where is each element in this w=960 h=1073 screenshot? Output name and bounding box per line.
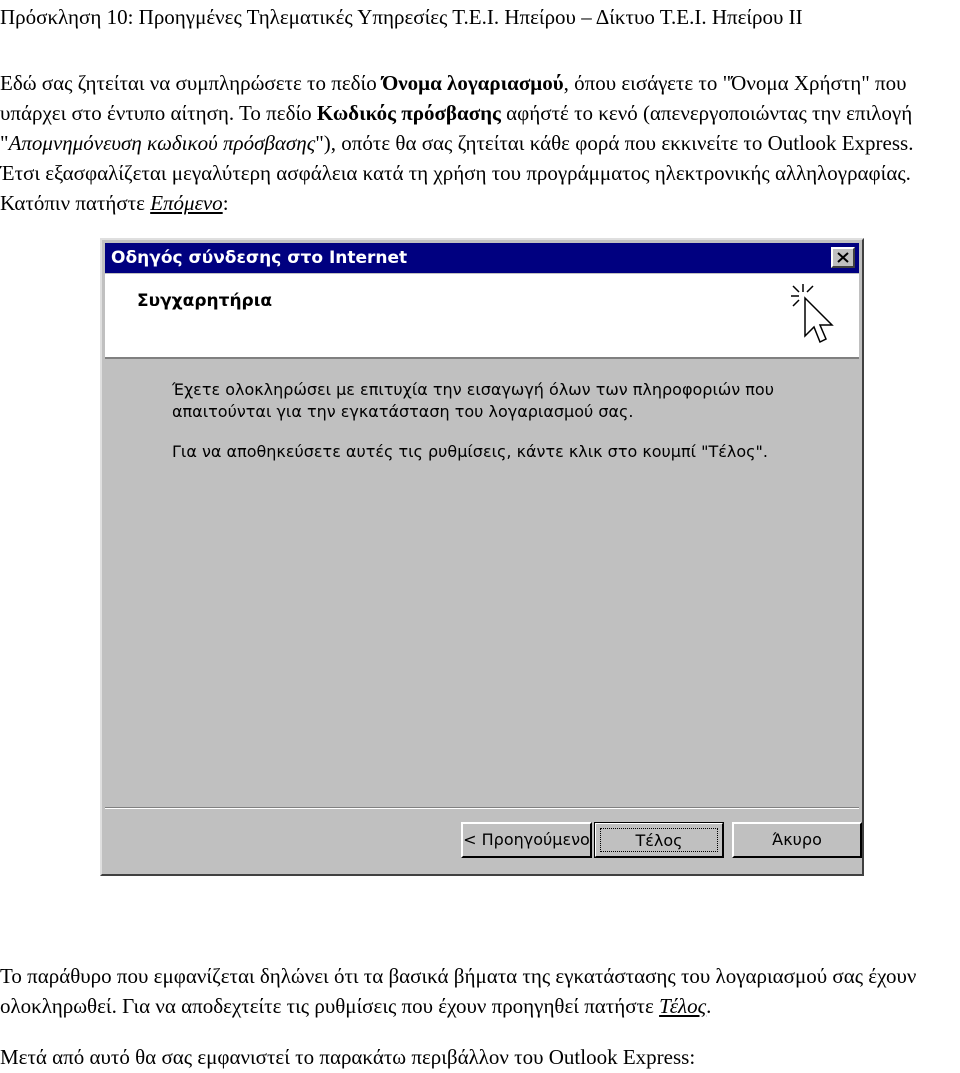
wizard-header-panel <box>105 274 859 359</box>
intro-text-5: : <box>222 191 229 215</box>
intro-paragraph <box>0 68 955 218</box>
back-button[interactable]: < Προηγούμενο <box>461 822 592 858</box>
option-name-remember: Απομνημόνευση κωδικού πρόσβασης <box>8 131 316 155</box>
intro-text-4: "), οπότε θα σας ζητείται κάθε φορά που εκκινείτε το Outlook Express. Έτσι εξασφαλίζεται μεγαλύτερη ασφάλεια κατά τη χρήση του προγράμματος ηλεκτρονικής αλληλογραφίας. Κατόπιν πατήστε <box>0 131 914 215</box>
wizard-message-save: Για να αποθηκεύσετε αυτές τις ρυθμίσεις, κάντε κλικ στο κουμπί "Τέλος". <box>172 442 768 461</box>
cursor-sparkle-icon <box>789 282 853 354</box>
button-separator <box>105 807 859 809</box>
finish-button-label: Τέλος <box>600 828 718 852</box>
dialog-title: Οδηγός σύνδεσης στο Internet <box>111 248 408 268</box>
finish-word: Τέλος <box>659 994 707 1018</box>
after-paragraph <box>0 961 960 1021</box>
close-button[interactable] <box>831 247 855 268</box>
wizard-message-complete: Έχετε ολοκληρώσει με επιτυχία την εισαγωγή όλων των πληροφοριών που απαιτούνται για την εγκατάσταση του λογαριασμού σας. <box>172 380 774 421</box>
after-text-1: Το παράθυρο που εμφανίζεται δηλώνει ότι τα βασικά βήματα της εγκατάστασης του λογαριασμού σας έχουν ολοκληρωθεί. Για να αποδεχτείτε τις ρυθμίσεις που έχουν προηγηθεί πατήστε <box>0 964 917 1018</box>
next-word: Επόμενο <box>150 191 223 215</box>
after-text-2: . <box>706 994 712 1018</box>
intro-text-1: Εδώ σας ζητείται να συμπληρώσετε το πεδίο <box>0 71 382 95</box>
cancel-button[interactable]: Άκυρο <box>732 822 862 858</box>
dialog-titlebar[interactable] <box>105 243 859 273</box>
wizard-dialog <box>100 238 864 876</box>
field-name-password: Κωδικός πρόσβασης <box>316 101 501 125</box>
wizard-heading: Συγχαρητήρια <box>137 291 273 311</box>
intro-text-3: αφήστέ το κενό (απενεργοποιώντας την επιλογή " <box>0 101 913 155</box>
finish-button[interactable] <box>594 822 724 858</box>
field-name-username: Όνομα λογαριασμού <box>381 71 564 95</box>
intro-text-2: , όπου εισάγετε το "Όνομα Χρήστη" που υπάρχει στο έντυπο αίτηση. Το πεδίο <box>0 71 907 125</box>
closing-paragraph: Μετά από αυτό θα σας εμφανιστεί το παρακάτω περιβάλλον του Outlook Express: <box>0 1045 696 1069</box>
document-header: Πρόσκληση 10: Προηγμένες Τηλεματικές Υπηρεσίες Τ.Ε.Ι. Ηπείρου – Δίκτυο Τ.Ε.Ι. Ηπείρου ΙΙ <box>0 5 803 29</box>
close-icon <box>837 252 849 263</box>
